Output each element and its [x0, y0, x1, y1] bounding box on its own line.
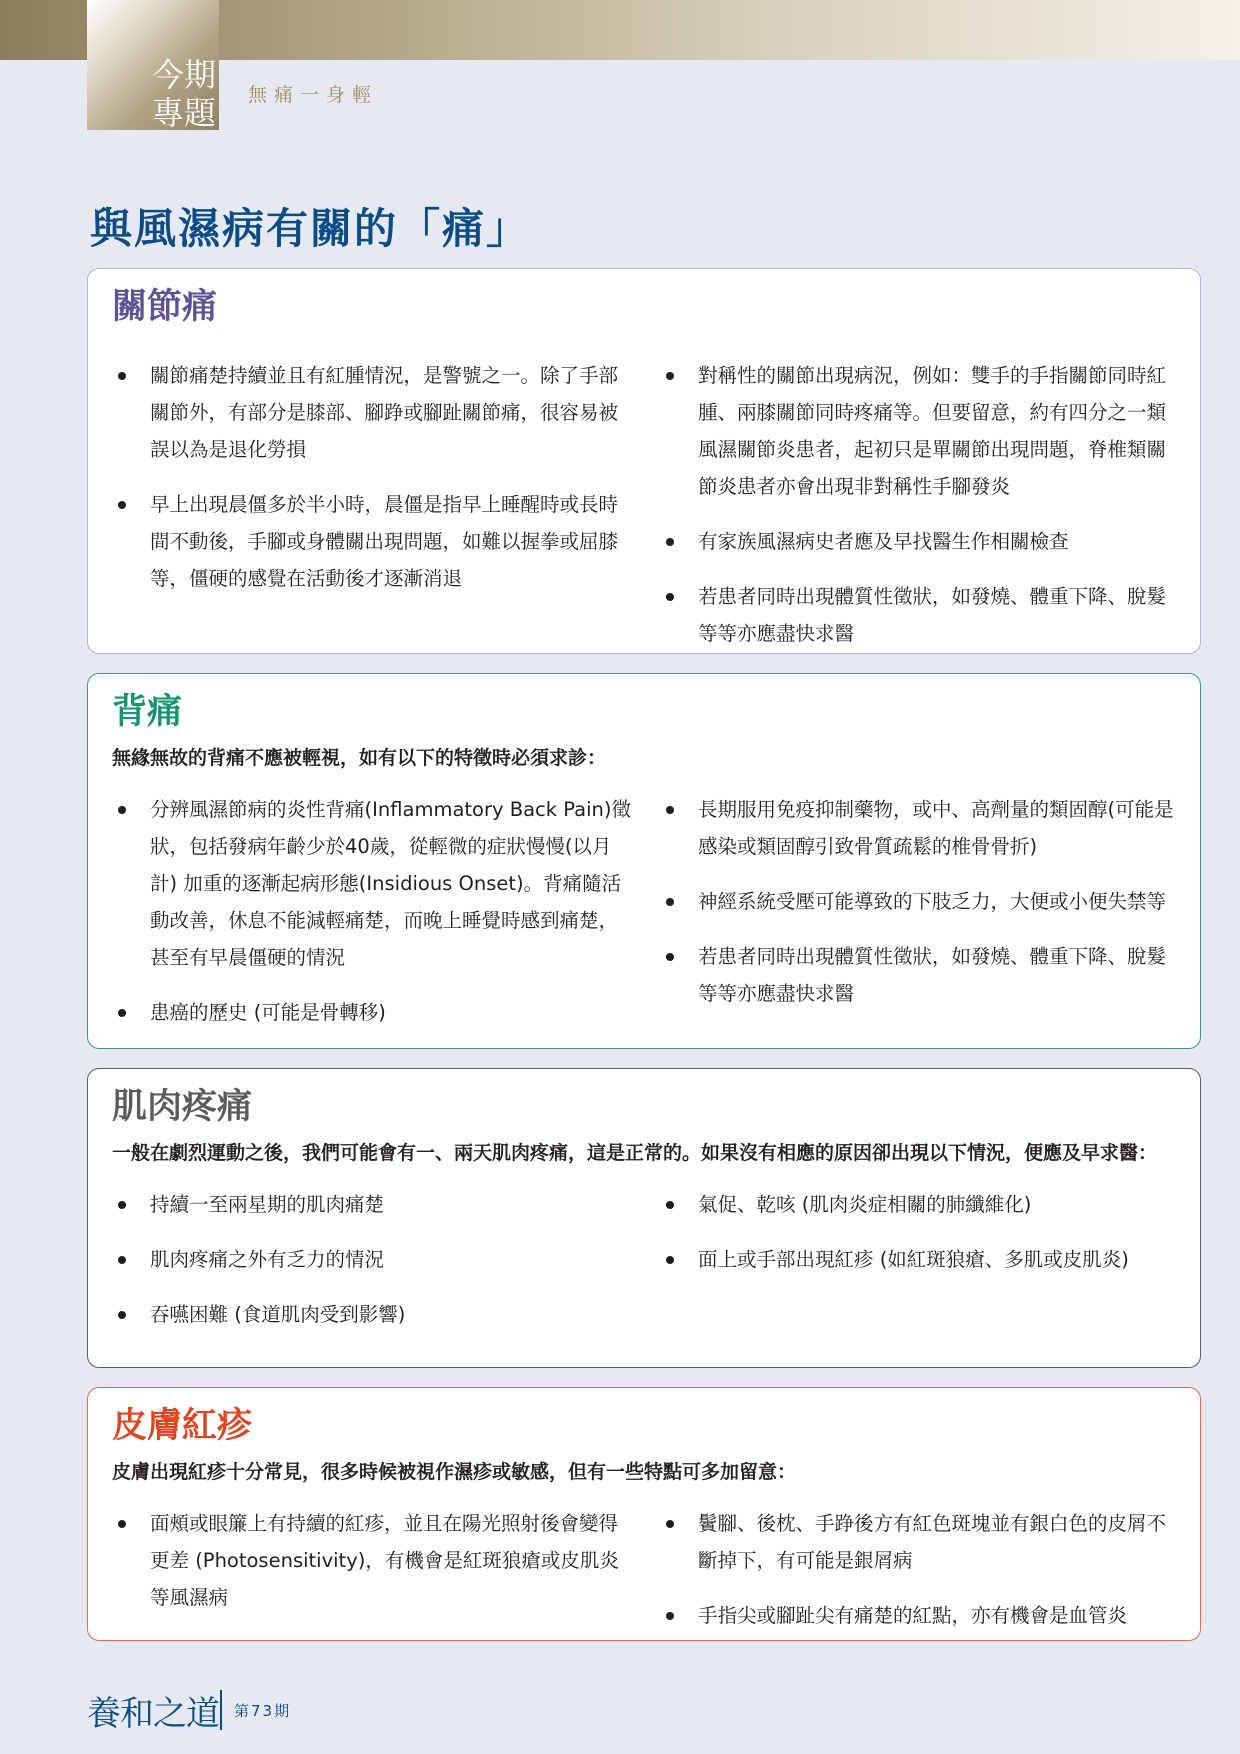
skin-rash-card [87, 1387, 1201, 1641]
list-item: 肌肉疼痛之外有乏力的情況 [112, 1241, 632, 1278]
list-item: 長期服用免疫抑制藥物，或中、高劑量的類固醇(可能是感染或類固醇引致骨質疏鬆的椎骨骨折) [660, 791, 1178, 865]
issue-number: 第73期 [234, 1702, 292, 1720]
muscle-pain-card [87, 1068, 1201, 1368]
list-item: 手指尖或腳趾尖有痛楚的紅點，亦有機會是血管炎 [660, 1597, 1178, 1634]
list-item: 關節痛楚持續並且有紅腫情況，是警號之一。除了手部關節外，有部分是膝部、腳踭或腳趾關節痛，很容易被誤以為是退化勞損 [112, 357, 632, 468]
list-item: 早上出現晨僵多於半小時，晨僵是指早上睡醒時或長時間不動後，手腳或身體關出現問題，如難以握拳或屈膝等，僵硬的感覺在活動後才逐漸消退 [112, 486, 632, 597]
list-item: 吞嚥困難 (食道肌肉受到影響) [112, 1296, 632, 1333]
footer-divider [220, 1690, 222, 1730]
list-item: 面上或手部出現紅疹 (如紅斑狼瘡、多肌或皮肌炎) [660, 1241, 1178, 1278]
list-item: 患癌的歷史 (可能是骨轉移) [112, 994, 632, 1031]
magazine-logo: 養和之道 [87, 1694, 219, 1734]
list-item: 若患者同時出現體質性徵狀，如發燒、體重下降、脫髮等等亦應盡快求醫 [660, 578, 1178, 652]
back-pain-right-list [660, 791, 1178, 1049]
joint-pain-left-list [112, 357, 632, 670]
muscle-pain-right-list [660, 1186, 1178, 1351]
skin-rash-title: 皮膚紅疹 [112, 1406, 253, 1446]
back-pain-left-list [112, 791, 632, 1049]
back-pain-title: 背痛 [112, 692, 183, 732]
list-item: 面頰或眼簾上有持續的紅疹，並且在陽光照射後會變得更差 (Photosensitivity)，有機會是紅斑狼瘡或皮肌炎等風濕病 [112, 1505, 632, 1616]
issue-label: 今期專題 [152, 56, 217, 132]
joint-pain-title: 關節痛 [112, 287, 218, 327]
list-item: 分辨風濕節病的炎性背痛(Inflammatory Back Pain)徵狀，包括發病年齡少於40歲，從輕微的症狀慢慢(以月計) 加重的逐漸起病形態(Insidious Onset)。背痛隨活動改善，休息不能減輕痛楚，而晚上睡覺時感到痛楚，甚至有早晨僵硬的情況 [112, 791, 632, 976]
list-item: 持續一至兩星期的肌肉痛楚 [112, 1186, 632, 1223]
list-item: 有家族風濕病史者應及早找醫生作相關檢查 [660, 523, 1178, 560]
issue-subtitle: 無痛一身輕 [248, 84, 379, 106]
muscle-pain-left-list [112, 1186, 632, 1351]
joint-pain-right-list [660, 357, 1178, 670]
muscle-pain-intro: 一般在劇烈運動之後，我們可能會有一、兩天肌肉疼痛，這是正常的。如果沒有相應的原因卻出現以下情況，便應及早求醫： [112, 1142, 1158, 1164]
muscle-pain-title: 肌肉疼痛 [112, 1087, 253, 1127]
back-pain-intro: 無緣無故的背痛不應被輕視，如有以下的特徵時必須求診： [112, 747, 607, 769]
skin-rash-intro: 皮膚出現紅疹十分常見，很多時候被視作濕疹或敏感，但有一些特點可多加留意： [112, 1461, 797, 1483]
page-title: 與風濕病有關的「痛」 [90, 204, 531, 253]
joint-pain-card [87, 268, 1201, 654]
back-pain-card [87, 673, 1201, 1049]
skin-rash-left-list [112, 1505, 632, 1652]
list-item: 若患者同時出現體質性徵狀，如發燒、體重下降、脫髮等等亦應盡快求醫 [660, 938, 1178, 1012]
list-item: 鬢腳、後枕、手踭後方有紅色斑塊並有銀白色的皮屑不斷掉下，有可能是銀屑病 [660, 1505, 1178, 1579]
skin-rash-right-list [660, 1505, 1178, 1652]
list-item: 對稱性的關節出現病況，例如：雙手的手指關節同時紅腫、兩膝關節同時疼痛等。但要留意，約有四分之一類風濕關節炎患者，起初只是單關節出現問題，脊椎類關節炎患者亦會出現非對稱性手腳發炎 [660, 357, 1178, 505]
list-item: 氣促、乾咳 (肌肉炎症相關的肺纖維化) [660, 1186, 1178, 1223]
list-item: 神經系統受壓可能導致的下肢乏力，大便或小便失禁等 [660, 883, 1178, 920]
